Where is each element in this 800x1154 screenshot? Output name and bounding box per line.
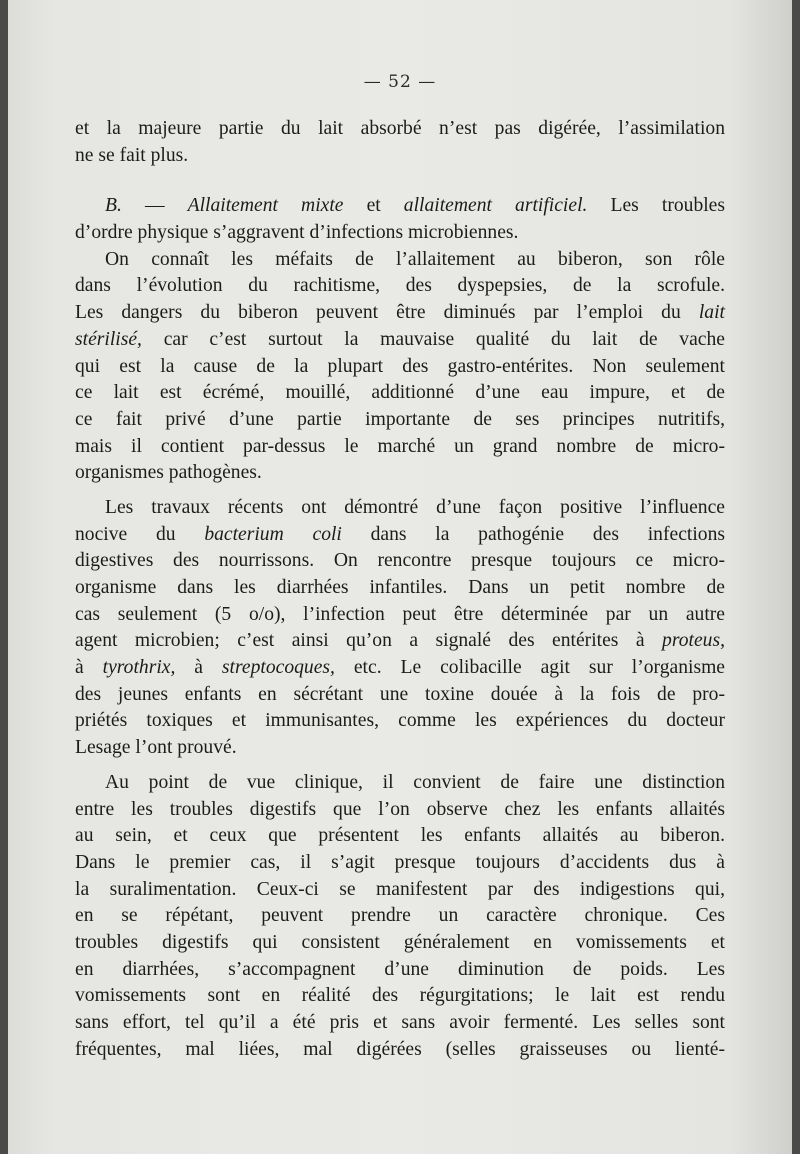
text-segment: etc. Le colibacille agit sur l’organisme [334,657,726,679]
text-line: organisme dans les diarrhées infantiles. Dans un petit nombre de [75,577,725,598]
text-line: Au point de vue clinique, il convient de faire une distinction [105,771,725,793]
text-line: Dans le premier cas, il s’agit presque toujours d’accidents dus à [75,851,725,873]
italic-text: bacterium coli [204,523,342,545]
italic-text: streptocoques, [221,657,335,679]
italic-text: tyrothrix, [102,657,176,679]
text-line: vomissements sont en réalité des régurgitations; le lait est rendu [75,985,725,1007]
text-line: fréquentes, mal liées, mal digérées (selles graisseuses ou lienté- [75,1038,725,1060]
body-text [75,116,725,1063]
text-line: troubles digestifs qui consistent généralement en vomissements et [75,931,725,953]
book-page [8,0,792,1154]
paragraph-gap [75,169,725,193]
text-line [75,193,725,220]
text-line: digestives des nourrissons. On rencontre presque toujours ce micro- [75,550,725,572]
text-segment: à [175,657,222,679]
text-line: ce fait privé d’une partie importante de ses principes nutritifs, [75,408,725,430]
italic-text: stérilisé, [75,328,142,350]
paragraph-gap [75,762,725,770]
text-segment: car c’est surtout la mauvaise qualité du lait de vache [141,328,725,350]
text-line: au sein, et ceux que présentent les enfants allaités au biberon. [75,825,725,847]
text-segment: agent microbien; c’est ainsi qu’on a signalé des entérites à [75,630,663,652]
text-line [75,655,725,682]
text-line [75,327,725,354]
text-line: ce lait est écrémé, mouillé, additionné d’une eau impure, et de [75,382,725,404]
text-segment: nocive du [75,523,205,545]
text-segment: — [121,195,188,217]
text-segment: et [343,195,404,217]
text-line: la suralimentation. Ceux-ci se manifestent par des indigestions qui, [75,878,725,900]
text-line: d’ordre physique s’aggravent d’infections microbiennes. [75,222,519,244]
text-line: des jeunes enfants en sécrétant une toxine douée à la fois de pro- [75,683,725,705]
text-segment: Les dangers du biberon peuvent être diminués par l’emploi du [75,302,699,324]
text-line: dans l’évolution du rachitisme, des dyspepsies, de la scrofule. [75,275,725,297]
text-line: Les travaux récents ont démontré d’une façon positive l’influence [105,496,725,518]
text-line [75,300,725,327]
text-line: et la majeure partie du lait absorbé n’est pas digérée, l’assimilation [75,118,725,139]
text-line [75,628,725,655]
text-line: mais il contient par-dessus le marché un grand nombre de micro- [75,435,725,457]
page-number: — 52 — [363,72,437,92]
italic-text: proteus, [662,630,725,652]
text-line: qui est la cause de la plupart des gastro-entérites. Non seulement [75,355,725,377]
text-line: en diarrhées, s’accompagnent d’une diminution de poids. Les [75,958,725,980]
text-line: On connaît les méfaits de l’allaitement au biberon, son rôle [105,248,725,270]
italic-text: Allaitement mixte [187,195,344,217]
italic-text: B. [105,195,122,217]
text-segment: Les troubles [587,195,726,217]
text-line: entre les troubles digestifs que l’on observe chez les enfants allaités [75,798,725,820]
italic-text: allaitement artificiel. [403,195,588,217]
text-line: en se répétant, peuvent prendre un caractère chronique. Ces [75,905,725,927]
text-line: cas seulement (5 o/o), l’infection peut être déterminée par un autre [75,603,725,625]
text-line: priétés toxiques et immunisantes, comme les expériences du docteur [75,710,725,732]
text-line [75,522,725,549]
text-line: ne se fait plus. [75,144,189,166]
text-segment: dans la pathogénie des infections [341,523,725,545]
text-line: Lesage l’ont prouvé. [75,737,237,759]
paragraph-gap [75,487,725,495]
italic-text: lait [698,302,725,324]
text-line: sans effort, tel qu’il a été pris et sans avoir fermenté. Les selles sont [75,1012,725,1033]
text-segment: à [75,657,103,679]
text-line: organismes pathogènes. [75,462,262,484]
